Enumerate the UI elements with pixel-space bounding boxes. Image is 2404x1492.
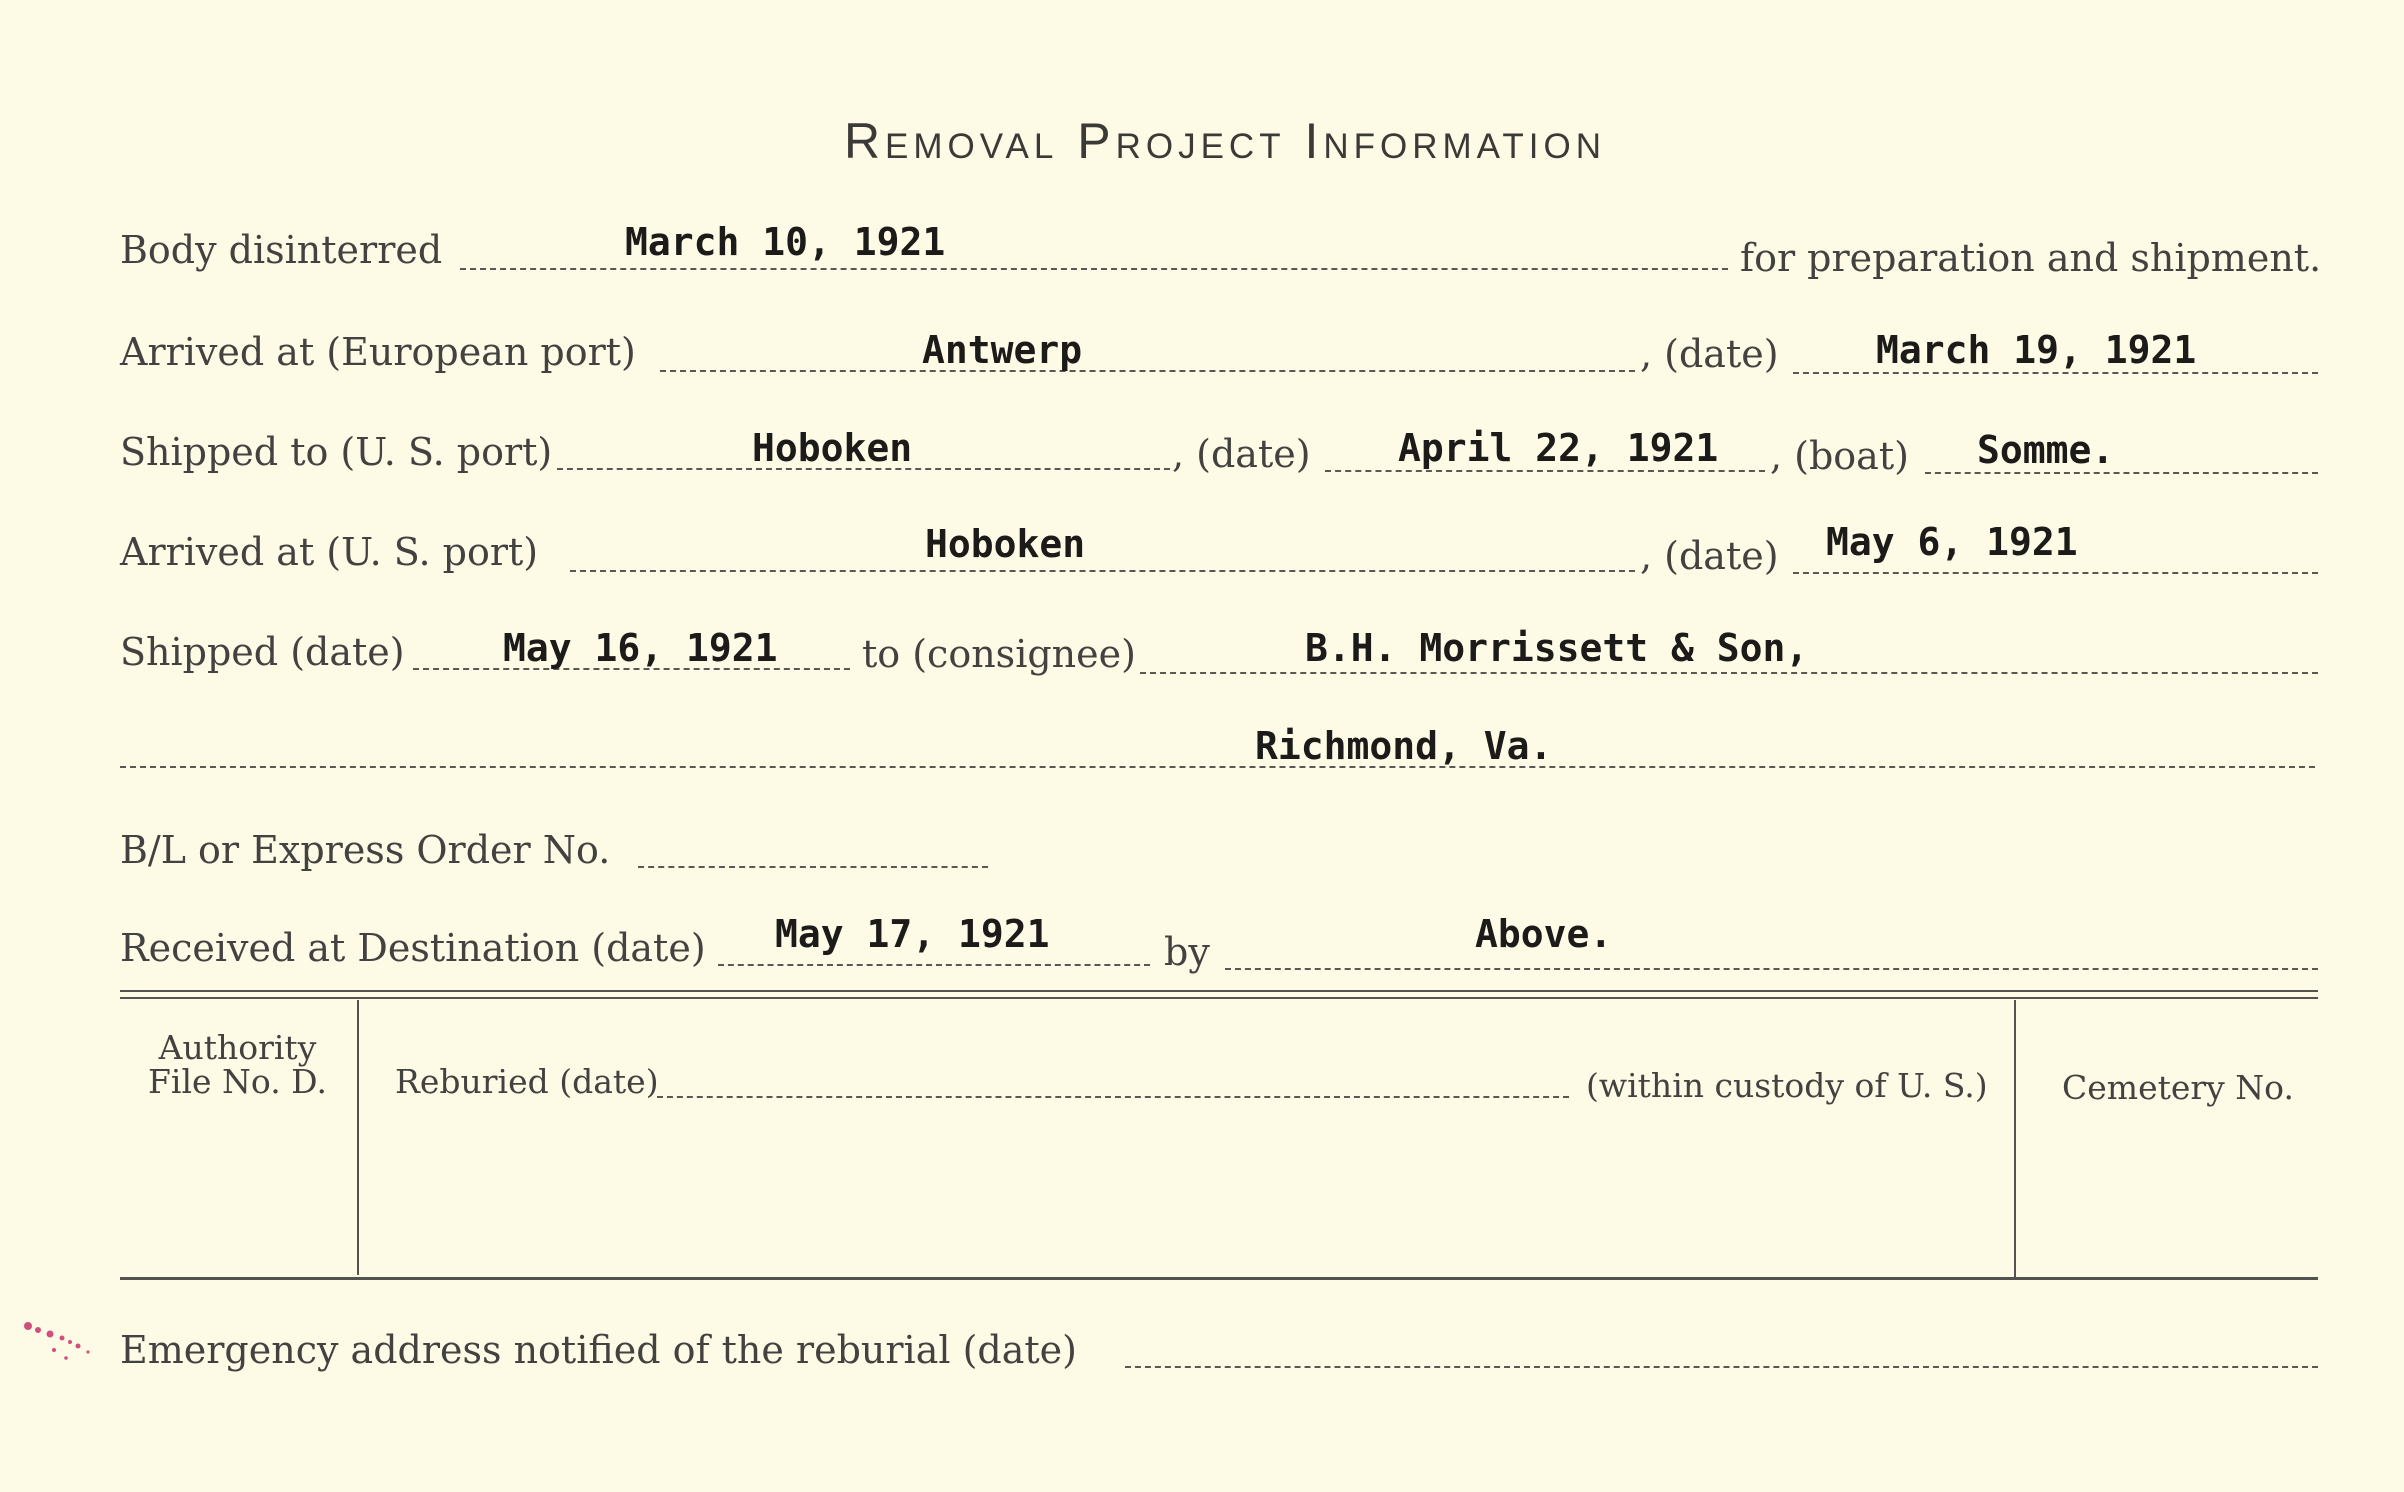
consignee-address-value: Richmond, Va. xyxy=(1255,724,1553,768)
emergency-address-line xyxy=(1125,1366,2318,1368)
us-port-arrived-label: Arrived at (U. S. port) xyxy=(120,530,539,574)
us-port-shipped-date-label: , (date) xyxy=(1172,432,1311,476)
received-by-value: Above. xyxy=(1475,912,1613,956)
european-port-value: Antwerp xyxy=(922,328,1083,372)
received-by-label: by xyxy=(1164,930,1210,974)
received-by-line xyxy=(1225,968,2318,970)
us-port-arrived-line xyxy=(570,570,1635,572)
us-port-arrived-date-label: , (date) xyxy=(1640,534,1779,578)
authority-label: Authority xyxy=(158,1028,317,1067)
european-port-date-label: , (date) xyxy=(1640,332,1779,376)
body-disinterred-label: Body disinterred xyxy=(120,228,443,272)
shipped-date-value: May 16, 1921 xyxy=(503,626,778,670)
european-port-date-line xyxy=(1793,372,2318,374)
received-destination-value: May 17, 1921 xyxy=(775,912,1050,956)
express-order-label: B/L or Express Order No. xyxy=(120,828,611,872)
table-divider-left xyxy=(357,1000,359,1275)
us-port-shipped-value: Hoboken xyxy=(752,426,913,470)
us-port-shipped-date-value: April 22, 1921 xyxy=(1398,426,1719,470)
cemetery-no-label: Cemetery No. xyxy=(2062,1068,2294,1107)
us-port-arrived-date-value: May 6, 1921 xyxy=(1826,520,2078,564)
table-bottom-rule xyxy=(120,1277,2318,1280)
european-port-date-value: March 19, 1921 xyxy=(1876,328,2197,372)
file-no-label: File No. D. xyxy=(148,1062,327,1101)
express-order-line xyxy=(638,866,988,868)
table-divider-right xyxy=(2014,1000,2016,1280)
consignee-line xyxy=(1140,672,2318,674)
emergency-address-label: Emergency address notified of the reburial (date) xyxy=(120,1328,1077,1372)
red-stamp-mark xyxy=(10,1310,110,1380)
us-port-shipped-label: Shipped to (U. S. port) xyxy=(120,430,553,474)
shipped-date-label: Shipped (date) xyxy=(120,630,405,674)
boat-value: Somme. xyxy=(1977,428,2115,472)
body-disinterred-line xyxy=(460,268,1728,270)
consignee-address-line xyxy=(120,766,2315,768)
us-port-arrived-date-line xyxy=(1793,572,2318,574)
table-top-rule-double xyxy=(120,997,2318,999)
reburied-line xyxy=(657,1096,1569,1098)
received-destination-line xyxy=(718,964,1150,966)
consignee-label: to (consignee) xyxy=(862,632,1136,676)
us-port-arrived-value: Hoboken xyxy=(925,522,1086,566)
european-port-label: Arrived at (European port) xyxy=(120,330,636,374)
reburied-label: Reburied (date) xyxy=(395,1062,659,1101)
consignee-value: B.H. Morrissett & Son, xyxy=(1305,626,1809,670)
received-destination-label: Received at Destination (date) xyxy=(120,926,706,970)
us-port-shipped-date-line xyxy=(1325,470,1765,472)
custody-label: (within custody of U. S.) xyxy=(1586,1066,1988,1105)
body-disinterred-value: March 10, 1921 xyxy=(625,220,946,264)
boat-line xyxy=(1925,472,2318,474)
preparation-shipment-label: for preparation and shipment. xyxy=(1740,236,2322,280)
table-top-rule xyxy=(120,990,2318,992)
boat-label: , (boat) xyxy=(1770,434,1909,478)
european-port-line xyxy=(660,370,1635,372)
page-title: Removal Project Information xyxy=(843,113,1607,169)
